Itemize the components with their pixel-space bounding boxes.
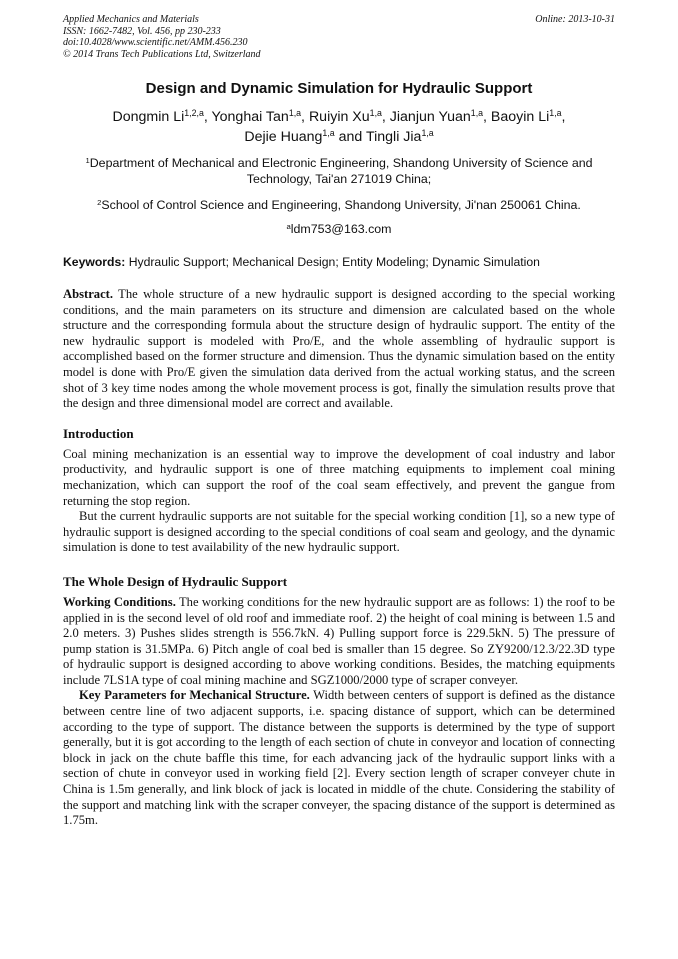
paper-page <box>63 14 615 829</box>
journal-header <box>63 14 615 60</box>
author-name: Ruiyin Xu <box>308 109 370 125</box>
author-superscript: 1,a <box>322 128 335 139</box>
keywords-text: Hydraulic Support; Mechanical Design; Entity Modeling; Dynamic Simulation <box>128 255 540 269</box>
issn-line: ISSN: 1662-7482, Vol. 456, pp 230-233 <box>63 25 221 37</box>
author-name: Yonghai Tan <box>211 109 289 125</box>
affiliation-superscript: 1 <box>85 155 90 165</box>
working-conditions-label: Working Conditions. <box>63 594 176 609</box>
online-date: Online: 2013-10-31 <box>535 14 615 25</box>
doi-line: doi:10.4028/www.scientific.net/AMM.456.230 <box>63 37 248 48</box>
affiliation-text: Department of Mechanical and Electronic Engineering, Shandong University of Science and Technology, Tai'an 271019 China; <box>89 156 593 186</box>
affiliation-1 <box>63 155 615 187</box>
author-name: Tingli Jia <box>365 129 422 145</box>
email-text: ldm753@163.com <box>290 222 392 236</box>
author-name: Jianjun Yuan <box>389 109 471 125</box>
contact-email <box>63 221 615 237</box>
author-superscript: 1,a <box>288 108 302 119</box>
author-joiner: and <box>338 129 363 145</box>
key-parameters-text: Width between centers of support is defined as the distance between centre line of two adjacent supports, i.e. spacing distance of support, which can be determined according to the type of support. The distance between the supports is determined by the type of support generally, but it is got according to the length of each section of chute in conveyor and location of connecting block in jack on the chute baffle this time, for each advancing jack of the hydraulic support links with a section of chute in conveyor used in working field [2]. Every section length of scraper conveyer chute in China is 1.5m generally, and link block of jack is located in middle of the chute. Considering the stability of the support and matching link with the scraper conveyer, the spacing distance of the support is determined as 1.75m. <box>63 688 616 828</box>
working-conditions-paragraph <box>63 595 615 689</box>
copyright-line: © 2014 Trans Tech Publications Ltd, Switzerland <box>63 48 261 60</box>
author-name: Dongmin Li <box>112 109 185 125</box>
author-superscript: 1,a <box>421 128 434 139</box>
author-name: Baoyin Li <box>490 109 550 125</box>
author-superscript: 1,a <box>549 108 562 119</box>
abstract-text: The whole structure of a new hydraulic support is designed according to the special working conditions, and the main parameters on its structure and dimension are calculated based on the whole structure and the corresponding formula about the structure design of hydraulic support. The entity of the new hydraulic support is modeled with Pro/E, and the whole assembling of hydraulic support is accomplished based on the former structure and dimension. Thus the dynamic simulation based on the entity model is done with Pro/E given the simulation data derived from the actual working status, and the screen shot of 3 key time nodes among the whole movement process is got, finally the simulation results prove that the design and three dimensional model are correct and available. <box>63 287 615 411</box>
key-parameters-paragraph <box>63 688 615 828</box>
section-heading-whole-design: The Whole Design of Hydraulic Support <box>63 573 288 589</box>
intro-paragraph-2: But the current hydraulic supports are not suitable for the special working condition [1], so a new type of hydraulic support is designed according to the special conditions of coal seam and geology, and the dynamic simulation is done to test availability of the new hydraulic support. <box>63 509 615 555</box>
section-heading-introduction: Introduction <box>63 425 134 441</box>
abstract <box>63 287 615 412</box>
intro-paragraph-1: Coal mining mechanization is an essential way to improve the development of coal industry and labor productivity, and hydraulic support is one of three matching equipments to implement coal mining mechanization, which can support the roof of the coal seam effectively, and prevent the gangue from returning the stop region. <box>63 446 615 508</box>
abstract-label: Abstract. <box>63 287 114 301</box>
journal-name: Applied Mechanics and Materials <box>63 14 199 25</box>
author-name: Dejie Huang <box>244 129 323 145</box>
author-superscript: 1,a <box>369 108 382 119</box>
keywords-label: Keywords: <box>63 255 126 269</box>
keywords <box>63 255 615 269</box>
affiliation-text: School of Control Science and Engineering, Shandong University, Ji'nan 250061 China. <box>101 198 581 212</box>
author-superscript: 1,2,a <box>184 108 204 119</box>
affiliation-2 <box>63 197 615 213</box>
affiliation-superscript: 2 <box>97 197 102 207</box>
email-superscript: a <box>286 221 291 231</box>
author-superscript: 1,a <box>470 108 484 119</box>
paper-title: Design and Dynamic Simulation for Hydraulic Support <box>145 80 533 97</box>
working-conditions-text: The working conditions for the new hydraulic support are as follows: 1) the roof to be applied in is the second level of old roof and immediate roof. 2) the height of coal mining is between 1.5 and 2.0 meters. 3) Pushes slides strength is 556.7kN. 4) Pulling support force is 229.5kN. 5) The pressure of pump station is 31.5MPa. 6) Pitch angle of coal bed is smaller than 15 degree. So ZY9200/12.3/22.3D type of hydraulic support is designed according to above working conditions. Besides, the matching equipments include 7LS1A type of coal mining machine and SGZ1000/2000 type of scraper conveyer. <box>63 594 615 687</box>
author-list: Dongmin Li$^{1,2,a}$, Yonghai Tan$^{1,a}$, Ruiyin Xu$^{1,a}$, Jianjun Yuan$^{1,a}$, Baoyin Li$^{1,a}$, Dejie Huang$^{1,a}$ and Tingli Jia$^{1,a}$ <box>112 108 566 145</box>
key-parameters-label: Key Parameters for Mechanical Structure. <box>79 688 310 703</box>
